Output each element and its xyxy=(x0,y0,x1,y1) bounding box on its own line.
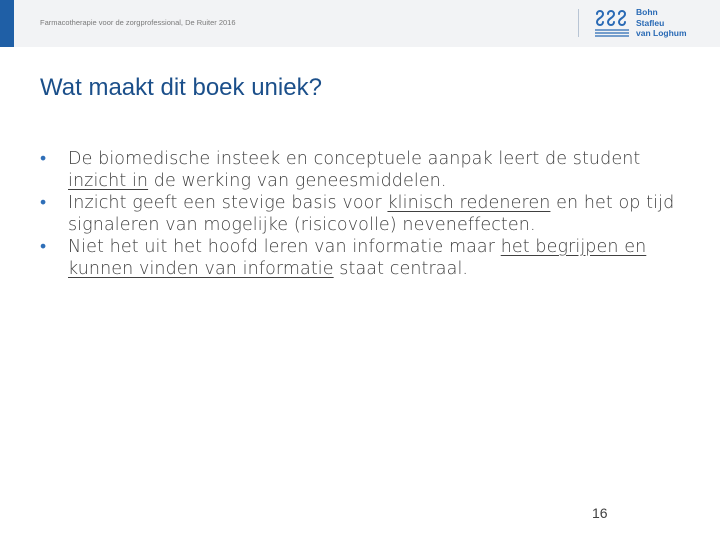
bullet-icon: • xyxy=(40,193,47,213)
bullet-text: staat centraal. xyxy=(333,259,469,279)
bullet-item xyxy=(40,236,690,280)
bsl-logo-icon xyxy=(594,8,630,38)
accent-bar xyxy=(0,0,14,47)
bullet-icon: • xyxy=(40,237,47,257)
header-divider xyxy=(578,9,579,37)
header-caption: Farmacotherapie voor de zorgprofessional, De Ruiter 2016 xyxy=(40,18,236,27)
bullet-text: De biomedische insteek en conceptuele aanpak leert de student xyxy=(68,149,641,169)
bullet-list xyxy=(40,148,690,280)
bullet-text: en het op tijd signaleren van mogelijke (risicovolle) neveneffecten. xyxy=(68,193,675,235)
bullet-text: Niet het uit het hoofd leren van informatie maar xyxy=(68,237,501,257)
bullet-icon: • xyxy=(40,149,47,169)
bullet-item xyxy=(40,192,690,236)
slide-title: Wat maakt dit boek uniek? xyxy=(40,74,322,101)
publisher-line-1: Bohn xyxy=(636,7,658,17)
bullet-text: Inzicht geeft een stevige basis voor xyxy=(68,193,388,213)
bullet-underlined-text: klinisch redeneren xyxy=(387,193,551,213)
bullet-text: de werking van geneesmiddelen. xyxy=(148,171,447,191)
publisher-name xyxy=(636,7,687,39)
bullet-item xyxy=(40,148,690,192)
publisher-line-2: Stafleu xyxy=(636,17,665,28)
bullet-underlined-text: het begrijpen en kunnen vinden van informatie xyxy=(68,237,647,279)
page-number: 16 xyxy=(592,505,608,521)
publisher-line-3: van Loghum xyxy=(636,28,687,38)
bullet-underlined-text: inzicht in xyxy=(68,171,149,191)
